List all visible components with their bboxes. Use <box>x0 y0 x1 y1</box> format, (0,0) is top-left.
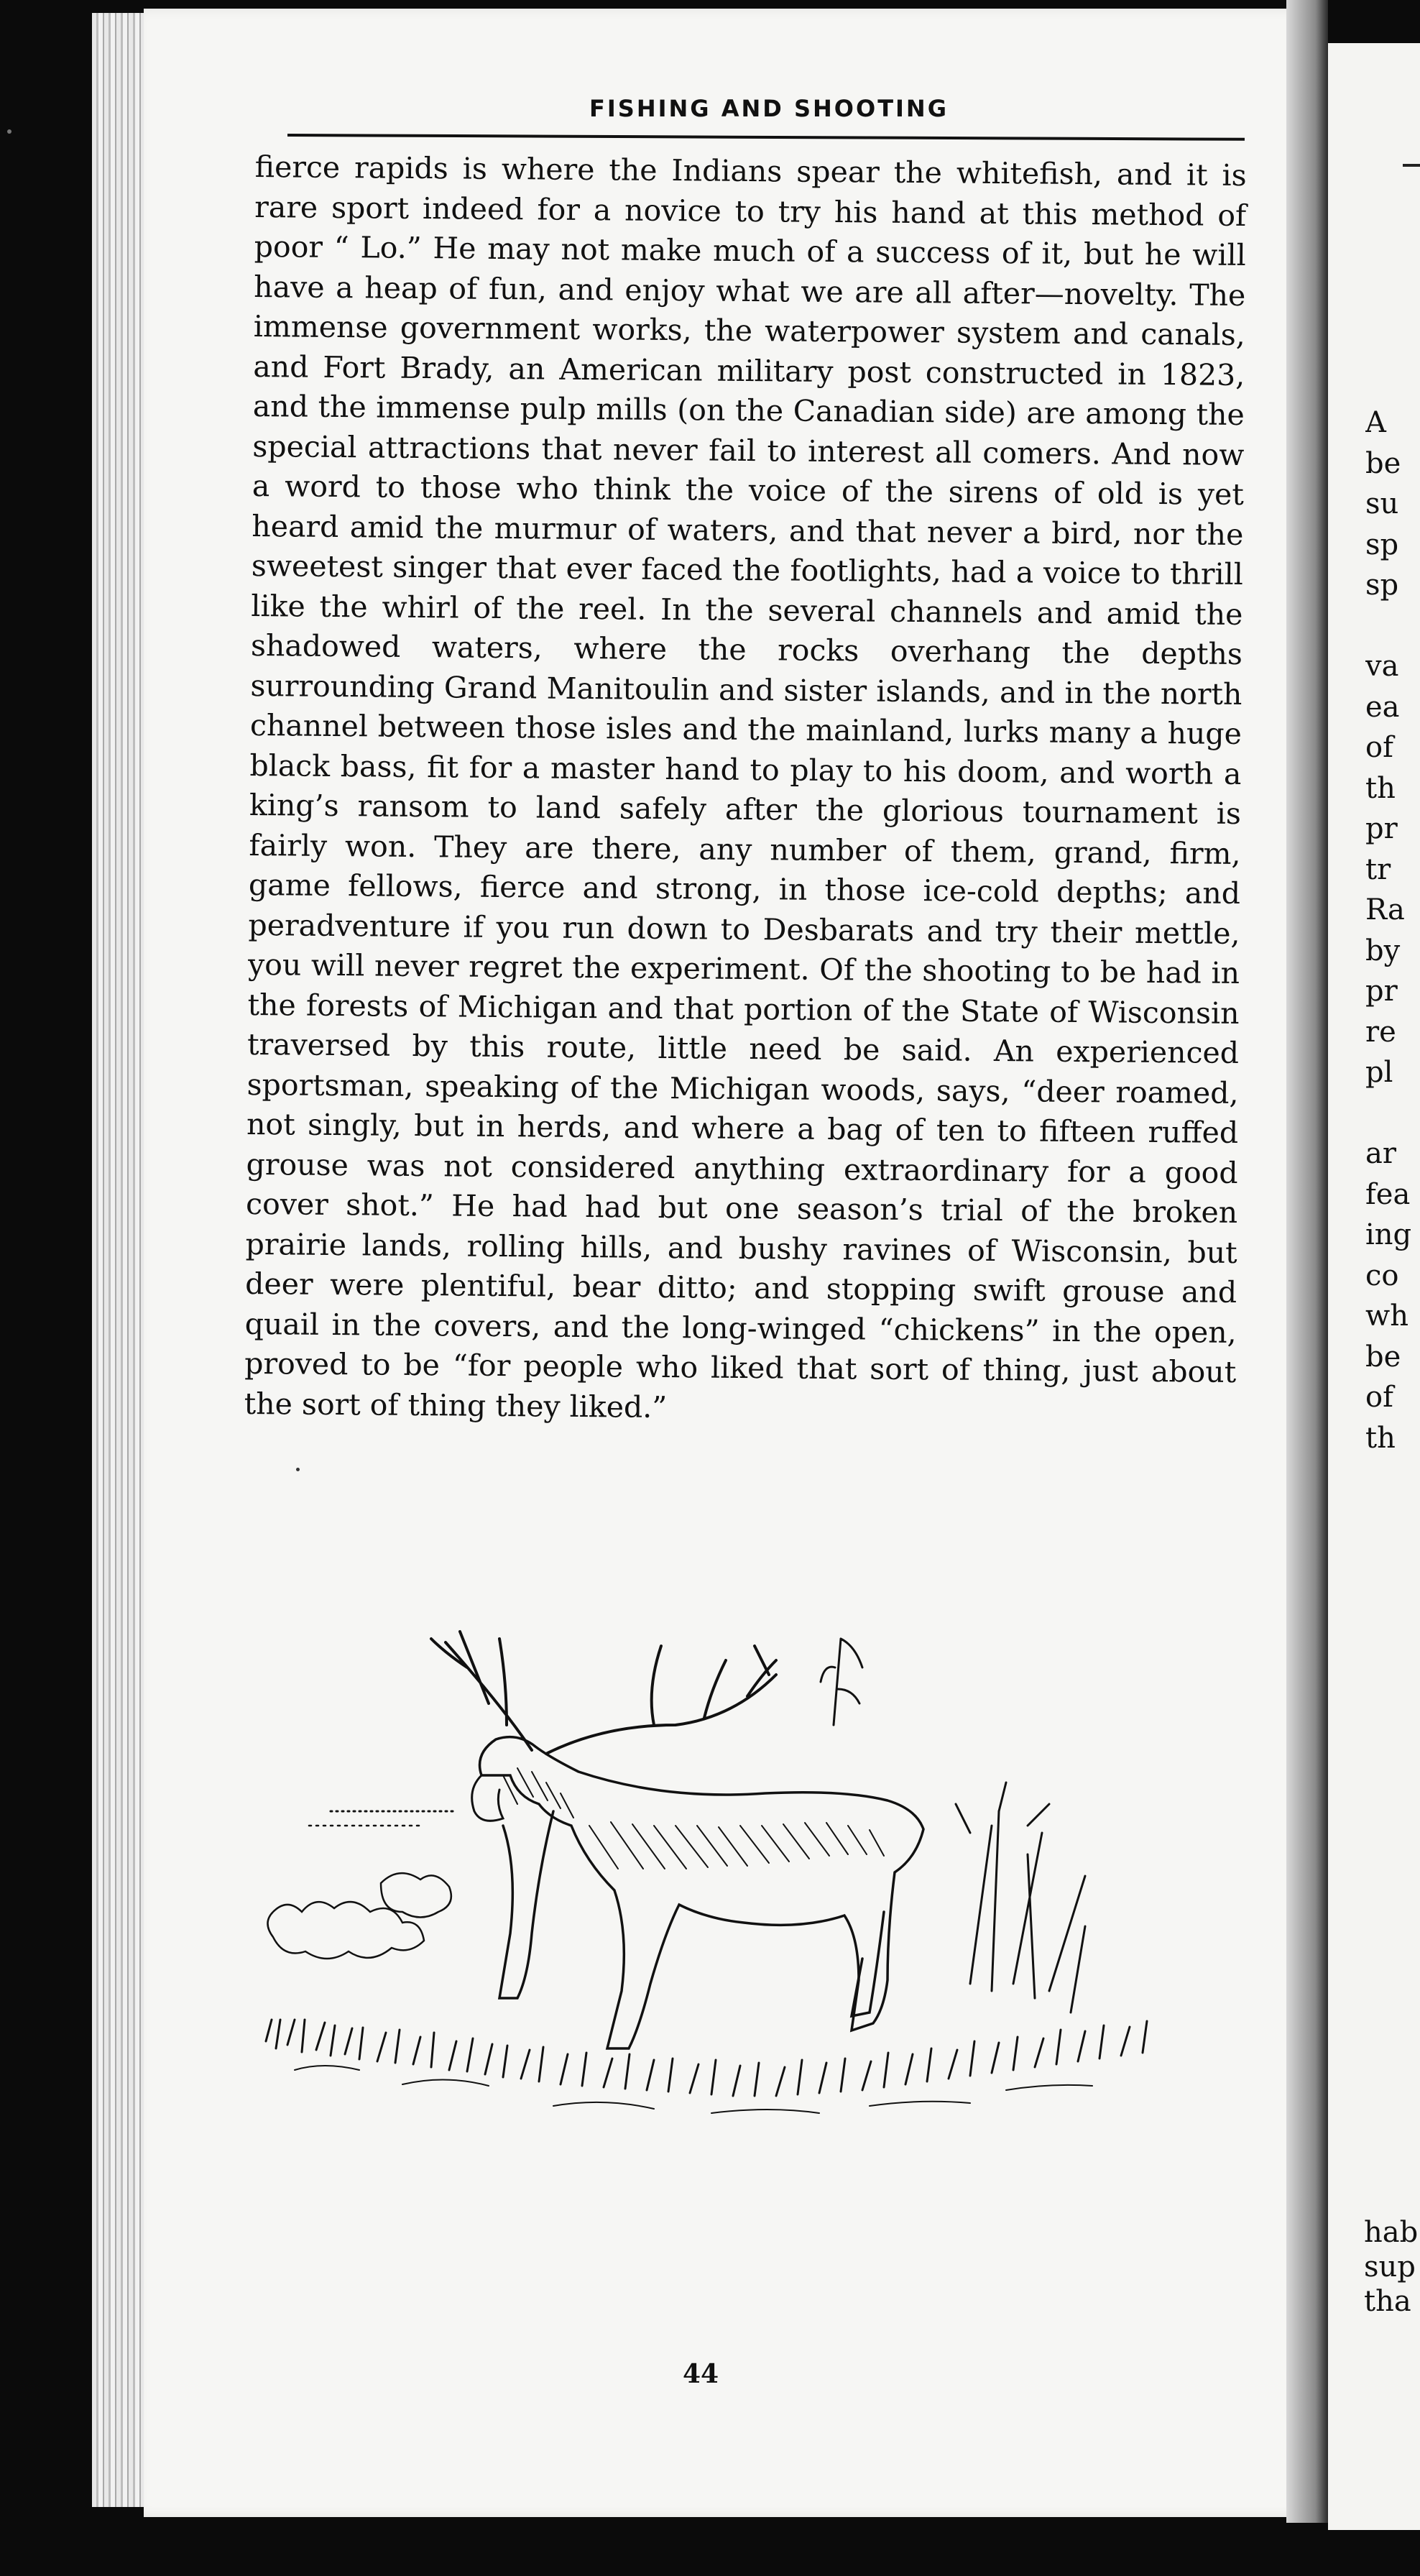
elk-body <box>480 1737 924 2048</box>
scan-speck <box>7 129 11 134</box>
shrub-right <box>956 1782 1085 2012</box>
elk-antlers <box>431 1632 776 1754</box>
scan-speck <box>296 1468 300 1471</box>
book-gutter <box>1286 0 1328 2523</box>
page-number: 44 <box>682 2359 719 2389</box>
distant-tree <box>821 1639 862 1725</box>
facing-page-bottom-fragment: hab sup tha <box>1364 2216 1419 2318</box>
facing-page-header-rule <box>1403 164 1420 167</box>
body-text <box>244 147 1247 1432</box>
facing-page-text-fragment: A be su sp sp va ea of th pr tr Ra by pr re pl ar fea ing co wh be of th <box>1365 406 1412 1455</box>
grass-strokes <box>266 2020 1147 2113</box>
bush <box>268 1826 451 1959</box>
elk-stag-icon <box>252 1610 1207 2171</box>
elk-head <box>472 1775 503 1821</box>
body-paragraph: fierce rapids is where the Indians spear the whitefish, and it is rare sport indeed for a novice to try his hand at this method of poor “ Lo.” He may not make much of a success of it, but he will have a heap of fun, and enjoy what we are all after—novelty. The immense government works, the waterpower system and canals, and Fort Brady, an American military post constructed in 1823, and the immense pulp mills (on the Canadian side) are among the special attractions that never fail to interest all comers. And now a word to those who think the voice of the sirens of old is yet heard amid the murmur of waters, and that never a bird, nor the sweetest singer that ever faced the footlights, had a voice to thrill like the whirl of the reel. In the several channels and amid the shadowed waters, where the rocks overhang the depths surrounding Grand Manitoulin and sister islands, and in the north channel between those isles and the mainland, lurks many a huge black bass, fit for a master hand to play to his doom, and worth a king’s ransom to land safely after the glorious tournament is fairly won. They are there, any number of them, grand, firm, game fellows, fierce and strong, in those ice-cold depths; and peradventure if you run down to Desbarats and try their mettle, you will never regret the experiment. Of the shooting to be had in the forests of Michigan and that portion of the State of Wisconsin traversed by this route, little need be said. An experienced sportsman, speaking of the Michigan woods, says, “deer roamed, not singly, but in herds, and where a bag of ten to fifteen ruffed grouse was not considered anything extraordinary for a good cover shot.” He had had but one season’s trial of the broken prairie lands, rolling hills, and bushy ravines of Wisconsin, but deer were plentiful, bear ditto; and stopping swift grouse and quail in the covers, and the long-winged “chickens” in the open, proved to be “for people who liked that sort of thing, just about the sort of thing they liked.” <box>244 149 1247 1425</box>
running-head: FISHING AND SHOOTING <box>589 95 949 122</box>
